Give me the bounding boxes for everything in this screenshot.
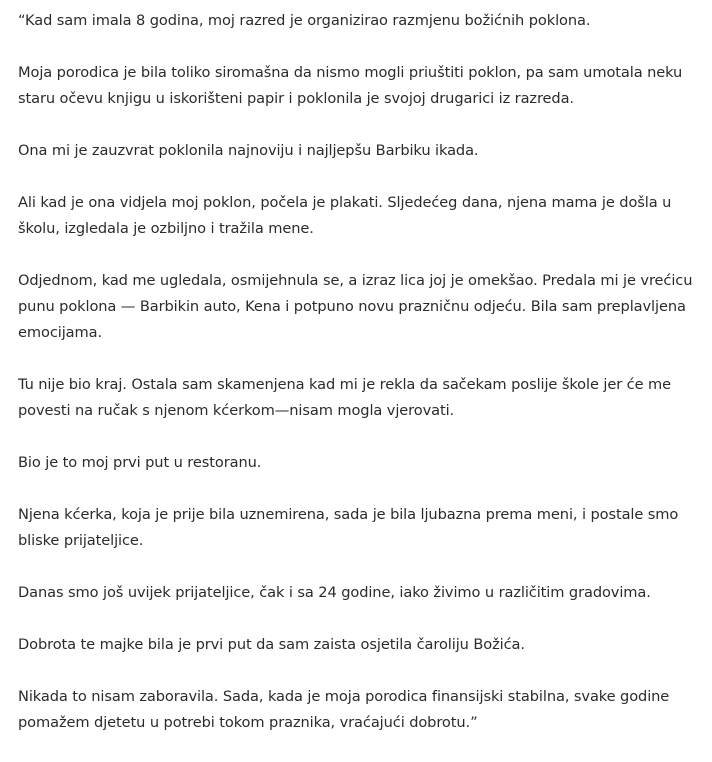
- paragraph-2: Moja porodica je bila toliko siromašna da nismo mogli priuštiti poklon, pa sam umotala neku staru očevu knjigu u iskorišteni papir i poklonila je svojoj drugarici iz razreda.: [18, 64, 683, 107]
- paragraph-4: Ali kad je ona vidjela moj poklon, počela je plakati. Sljedećeg dana, njena mama je došla u školu, izgledala je ozbiljno i tražila mene.: [18, 194, 672, 237]
- paragraph-1: “Kad sam imala 8 godina, moj razred je organizirao razmjenu božićnih poklona.: [18, 12, 591, 29]
- paragraph-6: Tu nije bio kraj. Ostala sam skamenjena kad mi je rekla da sačekam poslije škole jer će me povesti na ručak s njenom kćerkom—nisam mogla vjerovati.: [18, 376, 671, 419]
- article-body: [18, 8, 704, 762]
- paragraph-8: Njena kćerka, koja je prije bila uznemirena, sada je bila ljubazna prema meni, i postale smo bliske prijateljice.: [18, 506, 679, 549]
- paragraph-10: Dobrota te majke bila je prvi put da sam zaista osjetila čaroliju Božića.: [18, 636, 525, 653]
- paragraph-5: Odjednom, kad me ugledala, osmijehnula se, a izraz lica joj je omekšao. Predala mi je vrećicu punu poklona — Barbikin auto, Kena i potpuno novu prazničnu odjeću. Bila sam preplavljena emocijama.: [18, 272, 693, 341]
- paragraph-3: Ona mi je zauzvrat poklonila najnoviju i najljepšu Barbiku ikada.: [18, 142, 479, 159]
- paragraph-9: Danas smo još uvijek prijateljice, čak i sa 24 godine, iako živimo u različitim gradovima.: [18, 584, 651, 601]
- paragraph-7: Bio je to moj prvi put u restoranu.: [18, 454, 262, 471]
- paragraph-11: Nikada to nisam zaboravila. Sada, kada je moja porodica finansijski stabilna, svake godine pomažem djetetu u potrebi tokom praznika, vraćajući dobrotu.”: [18, 688, 670, 731]
